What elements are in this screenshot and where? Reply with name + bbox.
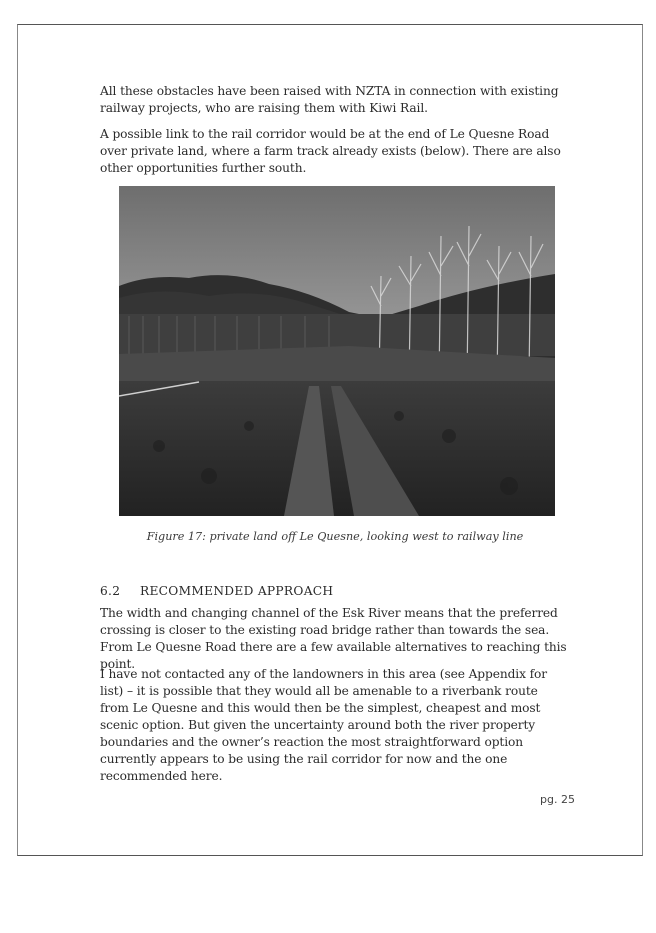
figure-caption: Figure 17: private land off Le Quesne, looking west to railway line [146, 530, 524, 543]
paragraph-landowners: I have not contacted any of the landowners in this area (see Appendix for list) – it is possible that they would all be amenable to a riverbank route from Le Quesne and this would then be the simplest, cheapest and most scenic option. But given the uncertainty around both the river property boundaries and the owner’s reaction the most straightforward option currently appears to be using the rail corridor for now and the one recommended here. [100, 667, 547, 783]
figure-photo [119, 186, 555, 516]
farm-track-photo [119, 186, 555, 516]
page-number: pg. 25 [540, 793, 575, 806]
section-title: RECOMMENDED APPROACH [140, 584, 334, 598]
paragraph-obstacles: All these obstacles have been raised with NZTA in connection with existing railway projects, who are raising them with Kiwi Rail. [100, 84, 559, 115]
section-heading [100, 584, 333, 598]
paragraph-rail-link: A possible link to the rail corridor would be at the end of Le Quesne Road over private land, where a farm track already exists (below). There are also other opportunities further south. [100, 127, 561, 175]
section-number: 6.2 [100, 584, 121, 598]
paragraph-esk-river: The width and changing channel of the Esk River means that the preferred crossing is closer to the existing road bridge rather than towards the sea. From Le Quesne Road there are a few available alternatives to reaching this point. [100, 606, 567, 671]
